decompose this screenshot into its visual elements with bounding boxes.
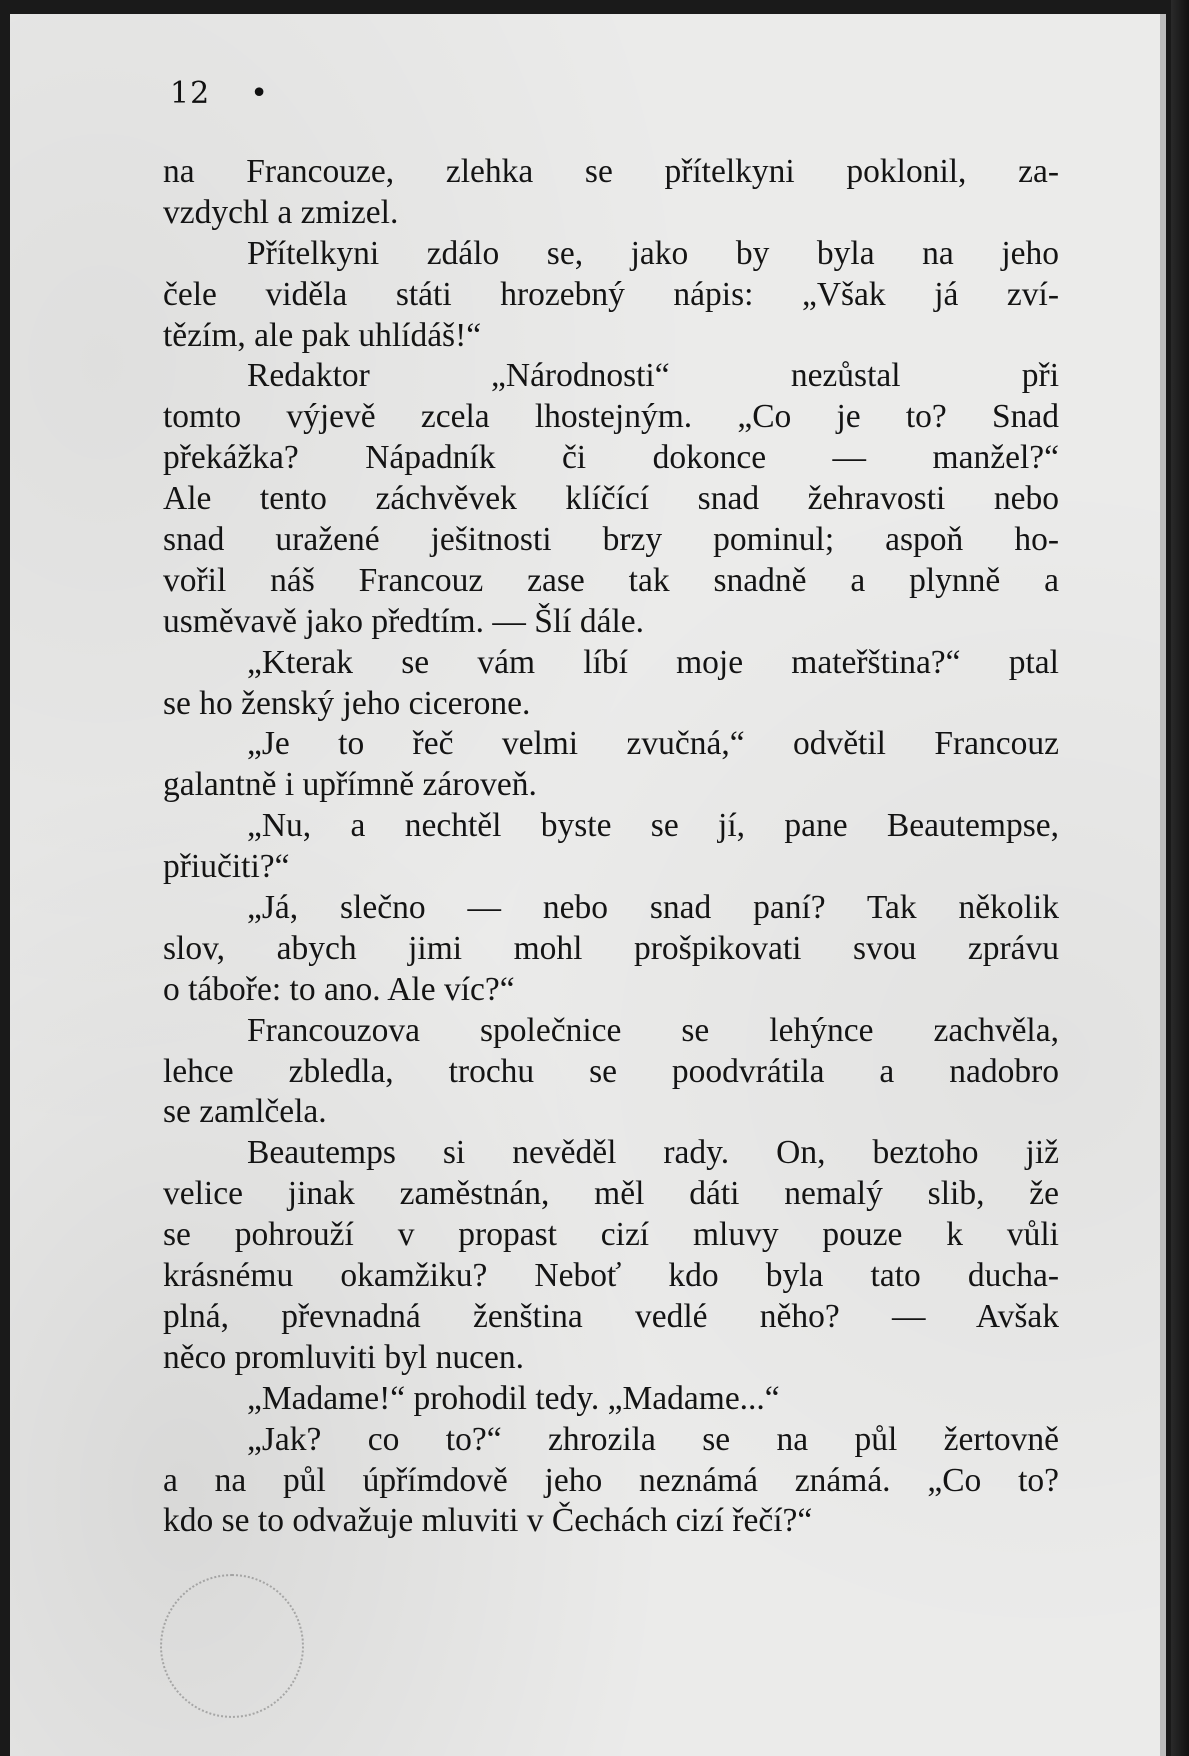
text-line: „Já, slečno — nebo snad paní? Tak několik: [247, 889, 1059, 927]
text-line: se ho ženský jeho cicerone.: [163, 684, 531, 722]
text-line: „Je to řeč velmi zvučná,“ odvětil Francouz: [247, 725, 1059, 763]
text-line: se pohrouží v propast cizí mluvy pouze k vůli: [163, 1216, 1059, 1254]
text-line: „Madame!“ prohodil tedy. „Madame...“: [247, 1379, 780, 1417]
text-line: „Jak? co to?“ zhrozila se na půl žertovně: [247, 1420, 1059, 1458]
page-marker: •: [250, 76, 269, 111]
text-line: galantně i upřímně zároveň.: [163, 766, 537, 804]
text-line: Beautemps si nevěděl rady. On, beztoho již: [247, 1134, 1059, 1172]
text-line: Přítelkyni zdálo se, jako by byla na jeho: [247, 234, 1059, 272]
text-line: a na půl úpřímdově jeho neznámá známá. „Co to?: [163, 1461, 1059, 1499]
book-page: [10, 14, 1166, 1756]
text-line: vzdychl a zmizel.: [163, 193, 399, 231]
text-line: se zamlčela.: [163, 1093, 327, 1131]
text-line: Ale tento záchvěvek klíčící snad žehravosti nebo: [163, 480, 1059, 518]
text-line: překážka? Nápadník či dokonce — manžel?“: [163, 439, 1059, 477]
text-line: kdo se to odvažuje mluviti v Čechách cizí řečí?“: [163, 1502, 813, 1540]
text-line: slov, abych jimi mohl prošpikovati svou zprávu: [163, 929, 1059, 967]
text-line: přiučiti?“: [163, 848, 290, 886]
page-number: 12: [170, 76, 211, 111]
text-line: na Francouze, zlehka se přítelkyni poklonil, za-: [163, 153, 1059, 190]
faded-stamp-mark: [160, 1574, 304, 1718]
page-header: [170, 76, 269, 111]
text-line: o táboře: to ano. Ale víc?“: [163, 970, 515, 1008]
book-edge-shadow: [1171, 0, 1189, 1756]
text-line: lehce zbledla, trochu se poodvrátila a nadobro: [163, 1052, 1059, 1090]
text-line: „Nu, a nechtěl byste se jí, pane Beautempse,: [247, 807, 1059, 845]
text-line: krásnému okamžiku? Neboť kdo byla tato ducha-: [163, 1257, 1059, 1295]
text-line: něco promluviti byl nucen.: [163, 1338, 524, 1376]
text-line: usměvavě jako předtím. — Šlí dále.: [163, 602, 644, 640]
text-line: tomto výjevě zcela lhostejným. „Co je to? Snad: [163, 398, 1059, 436]
text-line: Redaktor „Národnosti“ nezůstal při: [247, 357, 1059, 395]
text-line: snad uražené ješitnosti brzy pominul; aspoň ho-: [163, 521, 1059, 559]
text-line: tězím, ale pak uhlídáš!“: [163, 316, 482, 354]
text-line: vořil náš Francouz zase tak snadně a plynně a: [163, 561, 1059, 599]
text-line: plná, převnadná ženština vedlé něho? — Avšak: [163, 1297, 1059, 1335]
text-line: „Kterak se vám líbí moje mateřština?“ ptal: [247, 643, 1059, 681]
text-line: čele viděla státi hrozebný nápis: „Však já zví-: [163, 275, 1059, 313]
text-line: velice jinak zaměstnán, měl dáti nemalý slib, že: [163, 1175, 1059, 1213]
text-line: Francouzova společnice se lehýnce zachvěla,: [247, 1011, 1059, 1049]
body-text: [163, 152, 1059, 1542]
